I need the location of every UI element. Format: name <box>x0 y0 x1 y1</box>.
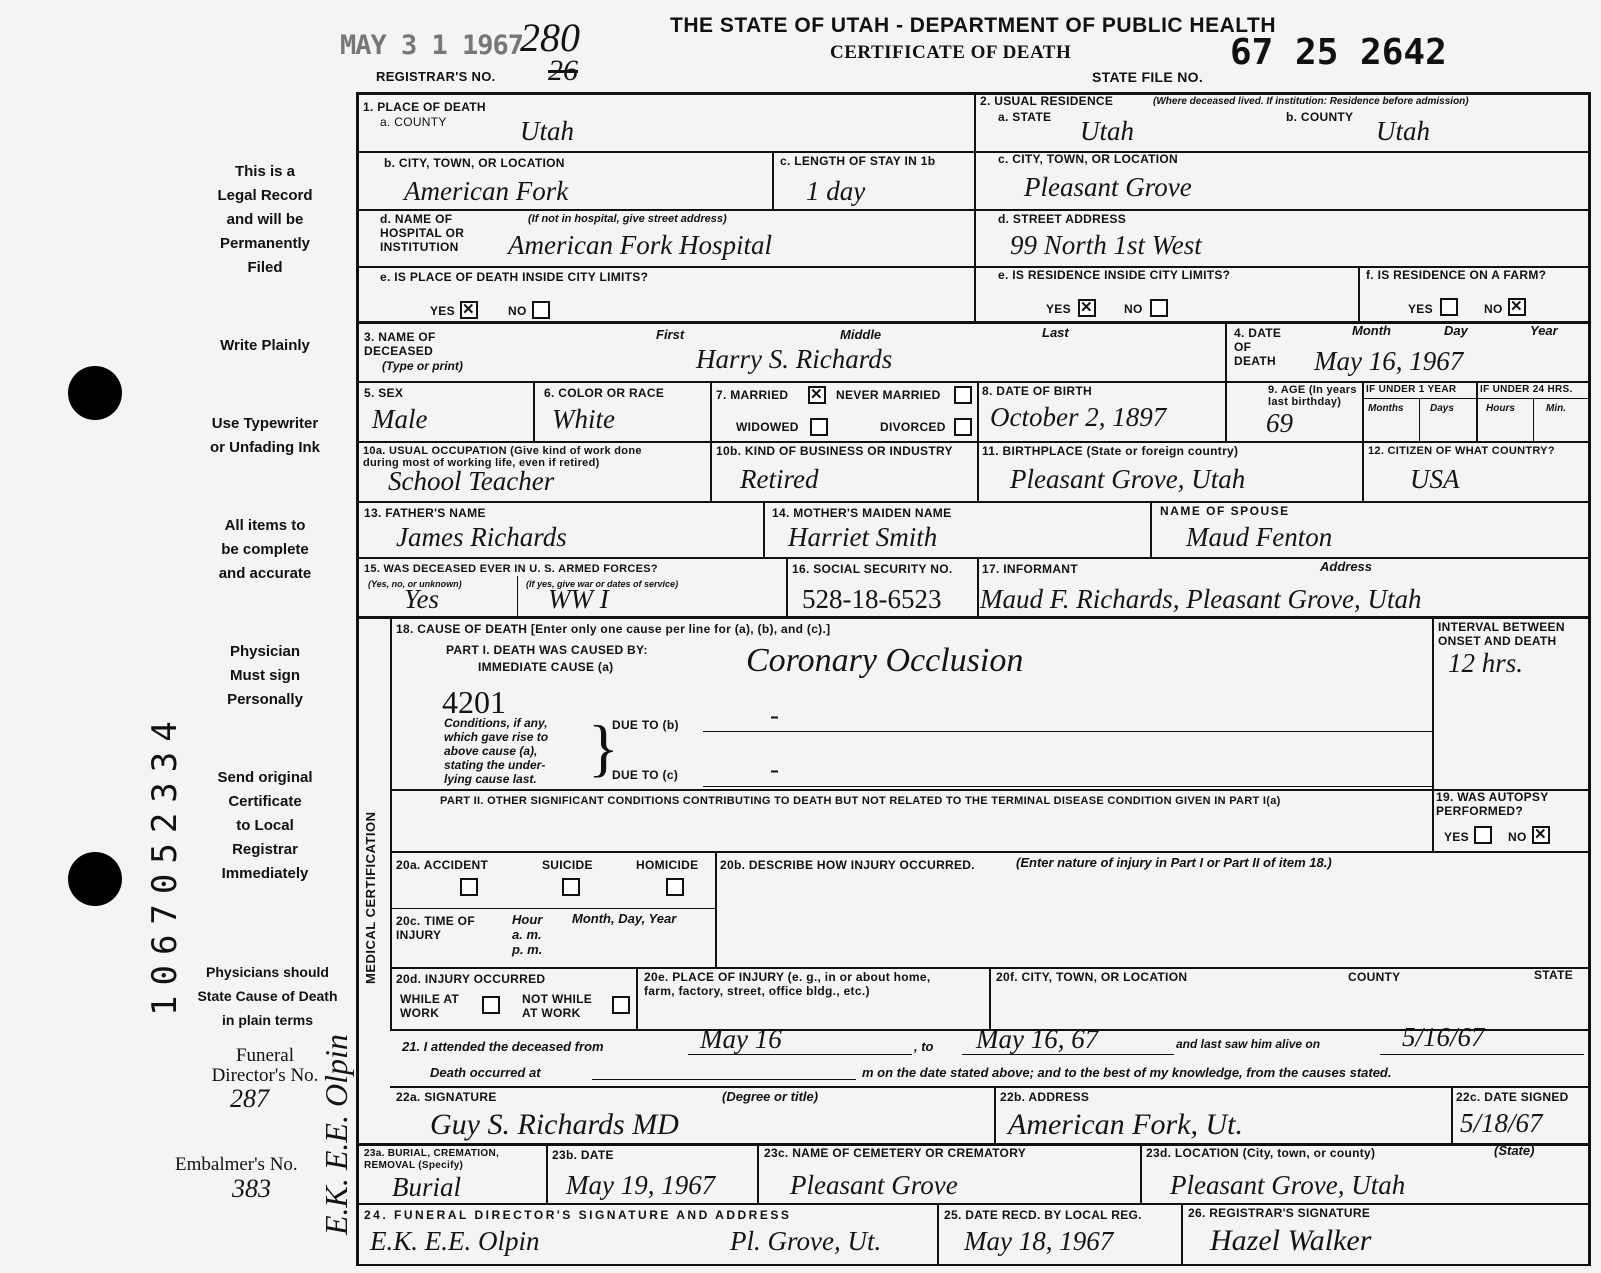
state-file-no-label: STATE FILE NO. <box>1092 69 1204 85</box>
funeral-director-no-label: Funeral Director's No. <box>211 1045 319 1086</box>
birthplace-label: 11. BIRTHPLACE (State or foreign country) <box>982 444 1239 458</box>
last-saw-label: and last saw him alive on <box>1176 1037 1321 1051</box>
armed-forces-label: 15. WAS DECEASED EVER IN U. S. ARMED FORCES? <box>364 563 658 575</box>
funeral-director-label: 24. FUNERAL DIRECTOR'S SIGNATURE AND ADDRESS <box>364 1208 792 1222</box>
date-received-label: 25. DATE RECD. BY LOCAL REG. <box>944 1208 1142 1222</box>
homicide-checkbox[interactable] <box>666 878 684 896</box>
day-label: Day <box>1444 323 1468 338</box>
residence-county[interactable]: Utah <box>1376 116 1430 146</box>
farm-no-checkbox[interactable] <box>1508 298 1526 316</box>
date-of-death[interactable]: May 16, 1967 <box>1314 346 1464 376</box>
vertical-serial-number: 1067052334 <box>145 711 185 1016</box>
occupation[interactable]: School Teacher <box>388 466 555 496</box>
hours-label: Hours <box>1486 403 1515 414</box>
occupation-label: 10a. USUAL OCCUPATION (Give kind of work done during most of working life, even if retired) <box>363 445 642 469</box>
registrar-number-struck: 26 <box>548 54 578 87</box>
sidebar-note-write-plainly: Write Plainly <box>220 337 310 354</box>
birthplace[interactable]: Pleasant Grove, Utah <box>1010 464 1246 494</box>
date-signed-label: 22c. DATE SIGNED <box>1456 1090 1569 1104</box>
farm-no-label: NO <box>1484 302 1503 316</box>
suicide-checkbox[interactable] <box>562 878 580 896</box>
form-subtitle: CERTIFICATE OF DEATH <box>830 42 1072 63</box>
punch-hole-bottom <box>68 852 122 906</box>
armed-forces[interactable]: Yes <box>404 584 440 614</box>
residence-state[interactable]: Utah <box>1080 116 1134 146</box>
burial-date[interactable]: May 19, 1967 <box>566 1170 716 1200</box>
cause-code: 4201 <box>442 684 506 720</box>
death-inside-limits-label: e. IS PLACE OF DEATH INSIDE CITY LIMITS? <box>380 270 649 284</box>
sidebar-note-complete: All items to be complete and accurate <box>218 517 312 582</box>
citizen[interactable]: USA <box>1410 464 1460 494</box>
race[interactable]: White <box>552 404 615 434</box>
attended-to-label: , to <box>914 1039 934 1054</box>
month-day-year-label: Month, Day, Year <box>572 911 677 926</box>
residence-inside-yes-checkbox[interactable] <box>1078 299 1096 317</box>
residence-inside-no-checkbox[interactable] <box>1150 299 1168 317</box>
residence-city-label: c. CITY, TOWN, OR LOCATION <box>998 152 1179 166</box>
medical-certification-side-label: MEDICAL CERTIFICATION <box>363 811 378 984</box>
burial-location-label: 23d. LOCATION (City, town, or county) <box>1146 1146 1376 1160</box>
place-of-death-label: 1. PLACE OF DEATH <box>363 100 486 114</box>
due-to-b[interactable]: - <box>770 700 779 730</box>
first-name-label: First <box>656 327 685 342</box>
mother-name[interactable]: Harriet Smith <box>788 522 938 552</box>
burial-location[interactable]: Pleasant Grove, Utah <box>1170 1170 1406 1200</box>
race-label: 6. COLOR OR RACE <box>544 386 665 400</box>
date-of-death-label: 4. DATE OF DEATH <box>1234 326 1282 368</box>
year-label: Year <box>1530 323 1558 338</box>
farm-yes-label: YES <box>1408 302 1433 316</box>
age-label: 9. AGE (In years last birthday) <box>1268 384 1357 408</box>
date-of-birth-label: 8. DATE OF BIRTH <box>982 384 1092 398</box>
autopsy-label: 19. WAS AUTOPSY PERFORMED? <box>1436 790 1549 818</box>
part1-label: PART I. DEATH WAS CAUSED BY: <box>446 643 648 657</box>
embalmer-no-label: Embalmer's No. <box>175 1154 298 1175</box>
injury-state-label: STATE <box>1534 968 1574 982</box>
sidebar-note-physician-sign: Physician Must sign Personally <box>227 643 303 708</box>
attended-to[interactable]: May 16, 67 <box>976 1024 1099 1054</box>
sex-label: 5. SEX <box>364 386 404 400</box>
registrar-signature-label: 26. REGISTRAR'S SIGNATURE <box>1188 1206 1371 1220</box>
degree-label: (Degree or title) <box>722 1089 819 1104</box>
hour-am-pm-label: Hour a. m. p. m. <box>512 912 543 957</box>
hospital-name[interactable]: American Fork Hospital <box>508 230 772 260</box>
war-service[interactable]: WW I <box>548 584 609 614</box>
armed-forces-note: (Yes, no, or unknown) <box>368 579 462 589</box>
date-signed[interactable]: 5/18/67 <box>1460 1108 1543 1138</box>
mother-label: 14. MOTHER'S MAIDEN NAME <box>772 506 952 520</box>
citizen-label: 12. CITIZEN OF WHAT COUNTRY? <box>1368 445 1555 457</box>
conditions-brace: } <box>588 712 619 783</box>
residence-city[interactable]: Pleasant Grove <box>1024 172 1192 202</box>
autopsy-no-label: NO <box>1508 830 1527 844</box>
married-checkbox[interactable] <box>808 386 826 404</box>
injury-description-label: 20b. DESCRIBE HOW INJURY OCCURRED. <box>720 858 975 872</box>
informant-address-label: Address <box>1320 559 1373 574</box>
war-service-note: (If yes, give war or dates of service) <box>526 579 679 589</box>
farm-label: f. IS RESIDENCE ON A FARM? <box>1366 268 1547 282</box>
residence-inside-limits-label: e. IS RESIDENCE INSIDE CITY LIMITS? <box>998 268 1231 282</box>
sex[interactable]: Male <box>372 404 428 434</box>
due-to-b-label: DUE TO (b) <box>612 718 679 732</box>
embalmer-no: 383 <box>232 1174 271 1203</box>
while-at-work-label: WHILE AT WORK <box>400 992 460 1020</box>
hospital-note: (If not in hospital, give street address) <box>528 213 727 225</box>
sidebar-note-legal-record: This is a Legal Record and will be Permanently Filed <box>217 163 313 276</box>
death-inside-no-label: NO <box>508 304 527 318</box>
injury-occurred-label: 20d. INJURY OCCURRED <box>396 972 546 986</box>
immediate-cause[interactable]: Coronary Occlusion <box>746 642 1024 679</box>
while-at-work-checkbox[interactable] <box>482 996 500 1014</box>
residence-street[interactable]: 99 North 1st West <box>1010 230 1202 260</box>
funeral-director-signature[interactable]: E.K. E.E. Olpin <box>370 1226 540 1256</box>
physician-signature[interactable]: Guy S. Richards MD <box>430 1108 679 1141</box>
received-date-stamp: MAY 3 1 1967 <box>340 30 524 61</box>
time-of-injury-label: 20c. TIME OF INJURY <box>396 914 475 942</box>
death-occurred-suffix: m on the date stated above; and to the best of my knowledge, from the causes stated. <box>862 1065 1392 1080</box>
under-1-year-label: IF UNDER 1 YEAR <box>1366 384 1457 395</box>
farm-yes-checkbox[interactable] <box>1440 298 1458 316</box>
death-inside-yes-label: YES <box>430 304 455 318</box>
death-inside-yes-checkbox[interactable] <box>460 301 478 319</box>
homicide-label: HOMICIDE <box>636 858 699 872</box>
autopsy-yes-label: YES <box>1444 830 1469 844</box>
divorced-label: DIVORCED <box>880 420 946 434</box>
injury-county-label: COUNTY <box>1348 970 1401 984</box>
attended-from[interactable]: May 16 <box>700 1024 782 1054</box>
punch-hole-top <box>68 366 122 420</box>
father-name[interactable]: James Richards <box>396 522 567 552</box>
burial-date-label: 23b. DATE <box>552 1148 614 1162</box>
cemetery-label: 23c. NAME OF CEMETERY OR CREMATORY <box>764 1146 1027 1160</box>
length-of-stay[interactable]: 1 day <box>806 176 866 206</box>
date-of-birth[interactable]: October 2, 1897 <box>990 402 1167 432</box>
immediate-cause-label: IMMEDIATE CAUSE (a) <box>478 660 614 674</box>
hospital-label: d. NAME OF HOSPITAL OR INSTITUTION <box>380 212 465 254</box>
deceased-name-label: 3. NAME OF DECEASED <box>364 330 436 358</box>
not-while-at-work-checkbox[interactable] <box>612 996 630 1014</box>
spouse-label: NAME OF SPOUSE <box>1160 504 1290 518</box>
never-married-checkbox[interactable] <box>954 386 972 404</box>
due-to-c-label: DUE TO (c) <box>612 768 679 782</box>
injury-description-note: (Enter nature of injury in Part I or Part II of item 18.) <box>1016 855 1332 870</box>
informant[interactable]: Maud F. Richards, Pleasant Grove, Utah <box>980 584 1422 614</box>
month-label: Month <box>1352 323 1391 338</box>
vertical-funeral-signature: E.K. E.E. Olpin <box>318 1034 354 1235</box>
physician-signature-label: 22a. SIGNATURE <box>396 1090 497 1104</box>
minutes-label: Min. <box>1546 403 1566 414</box>
burial-state-note: (State) <box>1494 1143 1535 1158</box>
under-24-hrs-label: IF UNDER 24 HRS. <box>1480 384 1573 395</box>
registrar-number-label: REGISTRAR'S NO. <box>376 69 496 84</box>
accident-checkbox[interactable] <box>460 878 478 896</box>
death-inside-no-checkbox[interactable] <box>532 301 550 319</box>
death-county-label: a. COUNTY <box>380 115 447 129</box>
business-label: 10b. KIND OF BUSINESS OR INDUSTRY <box>716 444 953 458</box>
autopsy-no-checkbox[interactable] <box>1532 826 1550 844</box>
middle-name-label: Middle <box>840 327 882 342</box>
attended-label: 21. I attended the deceased from <box>402 1039 604 1054</box>
due-to-c[interactable]: - <box>770 754 779 784</box>
autopsy-yes-checkbox[interactable] <box>1474 826 1492 844</box>
date-received[interactable]: May 18, 1967 <box>964 1226 1114 1256</box>
deceased-name-note: (Type or print) <box>382 359 463 373</box>
registrar-signature[interactable]: Hazel Walker <box>1210 1224 1372 1257</box>
not-while-at-work-label: NOT WHILE AT WORK <box>522 992 593 1020</box>
injury-city-label: 20f. CITY, TOWN, OR LOCATION <box>996 970 1188 984</box>
cause-of-death-label: 18. CAUSE OF DEATH [Enter only one cause per line for (a), (b), and (c).] <box>396 622 831 636</box>
interval-label: INTERVAL BETWEEN ONSET AND DEATH <box>1438 620 1565 648</box>
spouse-name[interactable]: Maud Fenton <box>1186 522 1333 552</box>
sidebar-note-cause-plain: Physicians should State Cause of Death in plain terms <box>197 964 338 1028</box>
death-city-label: b. CITY, TOWN, OR LOCATION <box>384 156 565 170</box>
sidebar-note-typewriter: Use Typewriter or Unfading Ink <box>210 415 320 456</box>
last-saw-date[interactable]: 5/16/67 <box>1402 1022 1485 1052</box>
last-name-label: Last <box>1042 325 1069 340</box>
months-label: Months <box>1368 403 1404 414</box>
death-county[interactable]: Utah <box>520 116 574 146</box>
residence-inside-no-label: NO <box>1124 302 1143 316</box>
physician-address-label: 22b. ADDRESS <box>1000 1090 1090 1104</box>
residence-label: 2. USUAL RESIDENCE <box>980 94 1114 108</box>
divorced-checkbox[interactable] <box>954 418 972 436</box>
never-married-label: NEVER MARRIED <box>836 388 941 402</box>
business[interactable]: Retired <box>740 464 819 494</box>
ssn-label: 16. SOCIAL SECURITY NO. <box>792 562 953 576</box>
ssn[interactable]: 528-18-6523 <box>802 584 942 614</box>
widowed-checkbox[interactable] <box>810 418 828 436</box>
death-occurred-at-label: Death occurred at <box>430 1065 541 1080</box>
informant-label: 17. INFORMANT <box>982 562 1078 576</box>
conditions-note: Conditions, if any, which gave rise to above cause (a), stating the under- lying cause last. <box>444 716 549 786</box>
cemetery[interactable]: Pleasant Grove <box>790 1170 958 1200</box>
residence-county-label: b. COUNTY <box>1286 110 1354 124</box>
death-city[interactable]: American Fork <box>404 176 569 206</box>
residence-note: (Where deceased lived. If institution: Residence before admission) <box>1153 96 1469 107</box>
age[interactable]: 69 <box>1266 408 1293 438</box>
accident-label: 20a. ACCIDENT <box>396 858 489 872</box>
part2-label: PART II. OTHER SIGNIFICANT CONDITIONS CONTRIBUTING TO DEATH BUT NOT RELATED TO THE TERMINAL DISEASE CONDITION GIVEN IN PART I(a) <box>440 795 1281 807</box>
residence-street-label: d. STREET ADDRESS <box>998 212 1127 226</box>
married-label: 7. MARRIED <box>716 388 789 402</box>
form-title: THE STATE OF UTAH - DEPARTMENT OF PUBLIC HEALTH <box>670 14 1277 37</box>
deceased-name[interactable]: Harry S. Richards <box>696 344 893 374</box>
days-label: Days <box>1430 403 1454 414</box>
widowed-label: WIDOWED <box>736 420 799 434</box>
place-of-injury-label: 20e. PLACE OF INJURY (e. g., in or about home, farm, factory, street, office bldg., etc.) <box>644 970 931 998</box>
length-of-stay-label: c. LENGTH OF STAY IN 1b <box>780 154 936 168</box>
suicide-label: SUICIDE <box>542 858 593 872</box>
residence-state-label: a. STATE <box>998 110 1052 124</box>
state-file-number: 67 25 2642 <box>1230 32 1447 73</box>
disposition-label: 23a. BURIAL, CREMATION, REMOVAL (Specify) <box>364 1148 500 1171</box>
funeral-director-no: 287 <box>230 1084 269 1113</box>
disposition[interactable]: Burial <box>392 1172 462 1202</box>
interval[interactable]: 12 hrs. <box>1448 648 1524 678</box>
father-label: 13. FATHER'S NAME <box>364 506 486 520</box>
registrar-number: 280 <box>520 15 580 60</box>
funeral-director-address[interactable]: Pl. Grove, Ut. <box>730 1226 882 1256</box>
residence-inside-yes-label: YES <box>1046 302 1071 316</box>
physician-address[interactable]: American Fork, Ut. <box>1008 1108 1243 1141</box>
sidebar-note-send-original: Send original Certificate to Local Registrar Immediately <box>217 769 313 882</box>
